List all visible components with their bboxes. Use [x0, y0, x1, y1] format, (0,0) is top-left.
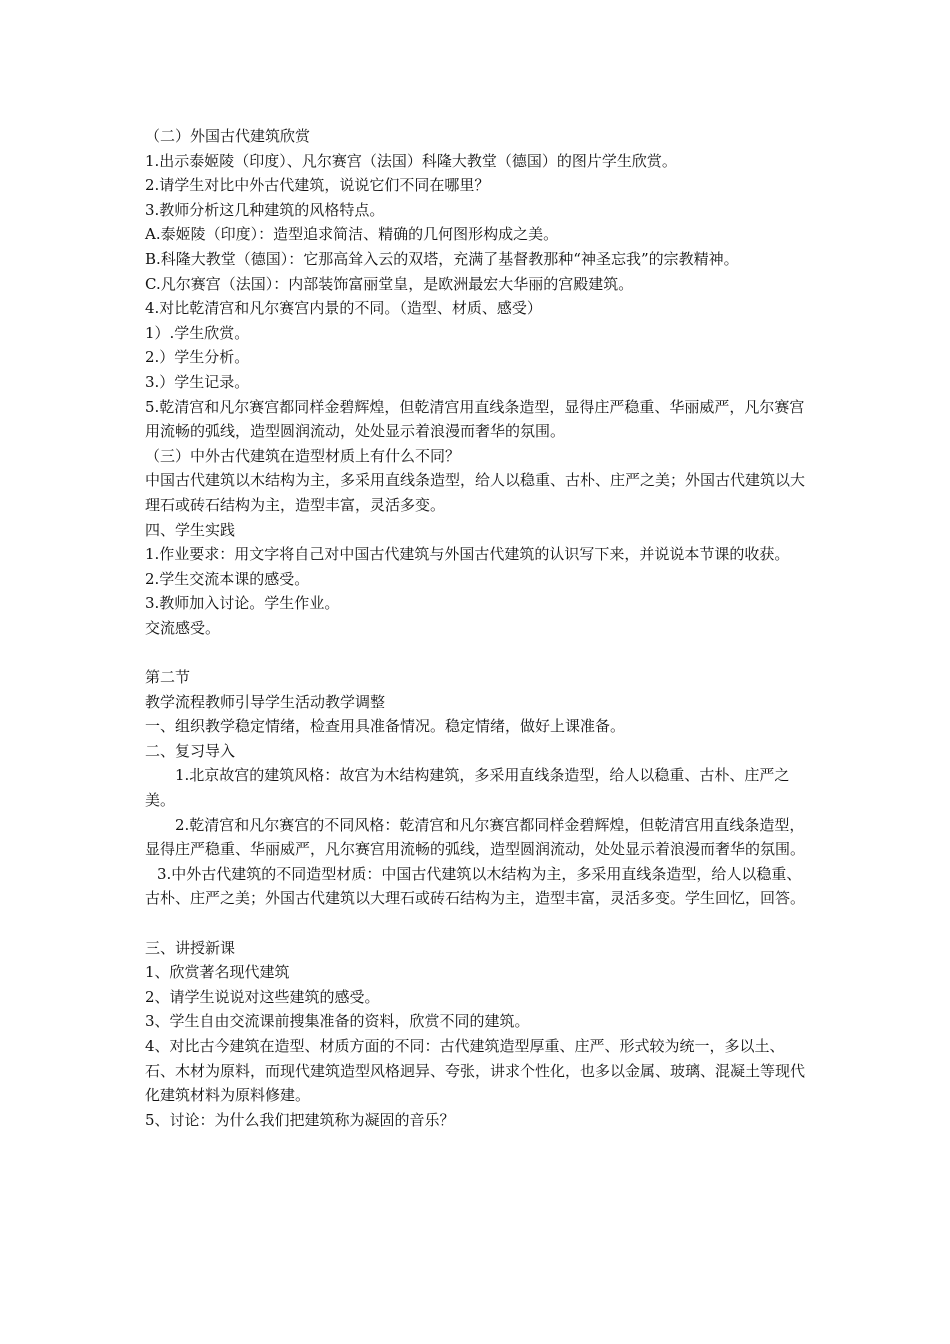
paragraph: 2.）学生分析。 [145, 348, 250, 367]
paragraph: 3.）学生记录。 [145, 372, 250, 391]
paragraph: 5.乾清宫和凡尔赛宫都同样金碧辉煌，但乾清宫用直线条造型，显得庄严稳重、华丽威严，凡尔赛宫用流畅的弧线，造型圆润流动，处处显示着浪漫而奢华的氛围。 [145, 397, 805, 441]
blank-line [145, 911, 813, 936]
paragraph: 4.对比乾清宫和凡尔赛宫内景的不同。（造型、材质、感受） [145, 299, 542, 318]
section2-heading: 第二节 [145, 668, 191, 687]
paragraph: 1、欣赏著名现代建筑 [145, 963, 290, 982]
paragraph: 2.请学生对比中外古代建筑，说说它们不同在哪里？ [145, 176, 490, 195]
paragraph: 1）.学生欣赏。 [145, 323, 250, 342]
blank-line [145, 640, 813, 665]
section-heading-student-practice: 四、学生实践 [145, 520, 236, 539]
section-heading-material-differences: （三）中外古代建筑在造型材质上有什么不同？ [145, 446, 461, 465]
paragraph: 2.乾清宫和凡尔赛宫的不同风格：乾清宫和凡尔赛宫都同样金碧辉煌，但乾清宫用直线条造型，显得庄严稳重、华丽威严，凡尔赛宫用流畅的弧线，造型圆润流动，处处显示着浪漫而奢华的氛围。 [145, 815, 806, 859]
paragraph: 1.北京故宫的建筑风格：故宫为木结构建筑，多采用直线条造型，给人以稳重、古朴、庄严之美。 [145, 766, 790, 810]
paragraph: 3.中外古代建筑的不同造型材质：中国古代建筑以木结构为主，多采用直线条造型，给人以稳重、古朴、庄严之美；外国古代建筑以大理石或砖石结构为主，造型丰富，灵活多变。学生回忆，回答。 [145, 864, 806, 908]
document-page [145, 124, 813, 1132]
paragraph: 2.学生交流本课的感受。 [145, 569, 310, 588]
paragraph: A.泰姬陵（印度）：造型追求简洁、精确的几何图形构成之美。 [145, 225, 559, 244]
paragraph: 1.出示泰姬陵（印度）、凡尔赛宫（法国）科隆大教堂（德国）的图片学生欣赏。 [145, 151, 677, 170]
paragraph: 3.教师加入讨论。学生作业。 [145, 594, 340, 613]
paragraph: 5、讨论：为什么我们把建筑称为凝固的音乐？ [145, 1110, 455, 1129]
paragraph: B.科隆大教堂（德国）：它那高耸入云的双塔，充满了基督教那种“神圣忘我”的宗教精神。 [145, 249, 739, 268]
paragraph: 4、对比古今建筑在造型、材质方面的不同：古代建筑造型厚重、庄严、形式较为统一，多以土、石、木材为原料，而现代建筑造型风格迥异、夸张，讲求个性化，也多以金属、玻璃、混凝土等现代化建筑材料为原料修建。 [145, 1036, 806, 1105]
paragraph: 中国古代建筑以木结构为主，多采用直线条造型，给人以稳重、古朴、庄严之美；外国古代建筑以大理石或砖石结构为主，造型丰富，灵活多变。 [145, 471, 806, 514]
paragraph: 一、组织教学稳定情绪，检查用具准备情况。稳定情绪，做好上课准备。 [145, 717, 626, 736]
paragraph: C.凡尔赛宫（法国）：内部装饰富丽堂皇，是欧洲最宏大华丽的宫殿建筑。 [145, 274, 634, 293]
section2-subheading: 教学流程教师引导学生活动教学调整 [145, 692, 386, 711]
paragraph: 1.作业要求：用文字将自己对中国古代建筑与外国古代建筑的认识写下来，并说说本节课的收获。 [145, 545, 790, 564]
section-heading-foreign-architecture: （二）外国古代建筑欣赏 [145, 127, 311, 145]
paragraph: 2、请学生说说对这些建筑的感受。 [145, 987, 380, 1006]
paragraph: 三、讲授新课 [145, 938, 236, 957]
paragraph: 交流感受。 [145, 618, 221, 637]
paragraph: 二、复习导入 [145, 741, 236, 760]
paragraph: 3.教师分析这几种建筑的风格特点。 [145, 200, 385, 219]
paragraph: 3、学生自由交流课前搜集准备的资料，欣赏不同的建筑。 [145, 1012, 530, 1031]
